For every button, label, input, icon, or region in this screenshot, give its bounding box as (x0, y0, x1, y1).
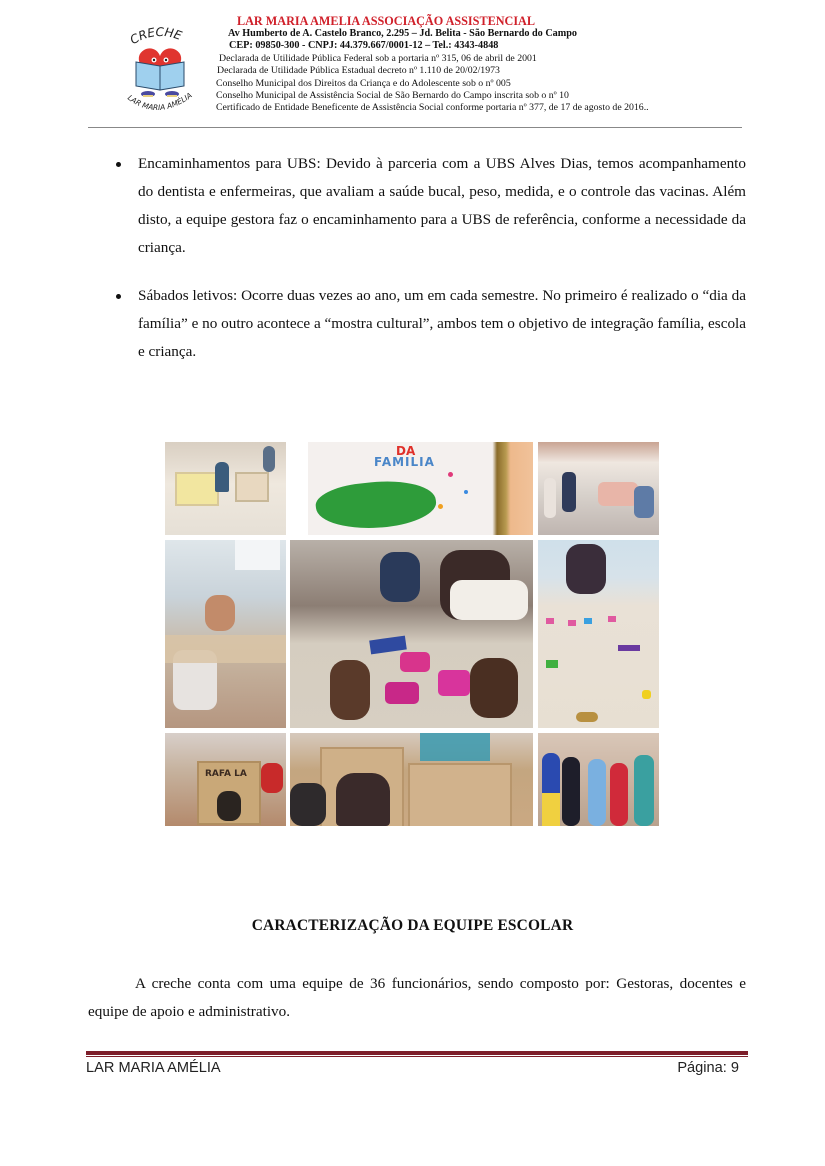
photo-craft-table-center (290, 540, 533, 728)
photo-da-familia-poster (308, 442, 533, 535)
photo-playdough-table (538, 540, 659, 728)
bullet-list (112, 150, 746, 366)
org-name: LAR MARIA AMELIA ASSOCIAÇÃO ASSISTENCIAL (237, 14, 535, 28)
bullet-icon (116, 162, 121, 167)
footer-rule-thick (86, 1051, 748, 1055)
declaration-federal: Declarada de Utilidade Pública Federal sob a portaria nº 315, 06 de abril de 2001 (219, 52, 537, 64)
org-address: Av Humberto de A. Castelo Branco, 2.295 – Jd. Belita - São Bernardo do Campo (228, 28, 578, 39)
photo-children-table-left (165, 540, 286, 728)
section-paragraph: A creche conta com uma equipe de 36 funcionários, sendo composto por: Gestoras, docentes e equipe de apoio e administrativo. (88, 975, 746, 1020)
footer-rule-thin (86, 1056, 748, 1057)
footer-org-name: LAR MARIA AMÉLIA (86, 1060, 221, 1076)
photo-easels-painting (165, 442, 286, 535)
declaration-council-social: Conselho Municipal de Assistência Social de São Bernardo do Campo inscrita sob o nº 10 (216, 90, 569, 102)
section-title: CARACTERIZAÇÃO DA EQUIPE ESCOLAR (251, 917, 574, 934)
declaration-certificate: Certificado de Entidade Beneficente de Assistência Social conforme portaria nº 377, de 17 de agosto de 2016.. (216, 102, 649, 114)
poster-caption-da: DA (396, 444, 416, 458)
bullet-item-sabados (112, 282, 746, 366)
bullet-item-ubs (112, 150, 746, 262)
bullet-icon (116, 294, 121, 299)
photo-cardboard-hearts (290, 733, 533, 826)
photo-collage (163, 440, 661, 828)
creche-logo (118, 22, 202, 122)
svg-text:LAR MARIA AMÉLIA: LAR MARIA AMÉLIA (125, 90, 194, 113)
letterhead (216, 14, 756, 115)
photo-costumed-characters (538, 733, 659, 826)
declaration-state: Declarada de Utilidade Pública Estadual decreto nº 1.110 de 20/02/1973 (217, 65, 500, 77)
org-contact: CEP: 09850-300 - CNPJ: 44.379.667/0001-12 – Tel.: 4343-4848 (229, 40, 499, 52)
heart-reading-book-icon (118, 22, 202, 122)
photo-family-sign (165, 733, 286, 826)
header-divider (88, 127, 742, 128)
svg-text:CRECHE: CRECHE (127, 24, 184, 48)
poster-caption-familia: FAMILIA (374, 455, 435, 469)
declaration-council-children: Conselho Municipal dos Direitos da Criança e do Adolescente sob o nº 005 (216, 77, 511, 89)
bullet-text: Sábados letivos: Ocorre duas vezes ao ano, um em cada semestre. No primeiro é realizado o “dia da família” e no outro acontece a “mostra cultural”, ambos tem o objetivo de integração família, escola e criança. (138, 287, 746, 360)
photo-cafeteria-families (538, 442, 659, 535)
family-sign-caption: RAFA LA (205, 769, 247, 779)
bullet-text: Encaminhamentos para UBS: Devido à parceria com a UBS Alves Dias, temos acompanhamento do dentista e enfermeiras, que avaliam a saúde bucal, peso, medida, e o controle das vacinas. Além disto, a equipe gestora faz o encaminhamento para a UBS de referência, conforme a necessidade da criança. (138, 155, 746, 256)
footer-page-number: Página: 9 (677, 1060, 739, 1076)
